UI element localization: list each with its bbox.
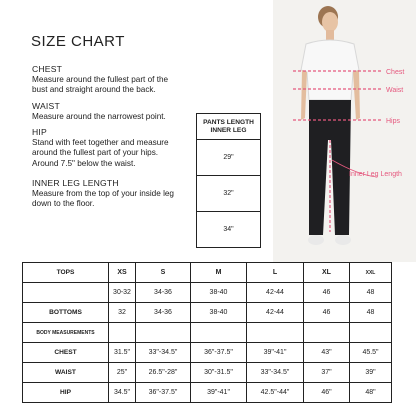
- size-header: XS: [109, 263, 136, 283]
- guide-text: Measure around the narrowest point.: [32, 111, 166, 121]
- guide-text: Measure around the fullest part of the bust and straight around the back.: [32, 74, 169, 94]
- size-header: L: [247, 263, 304, 283]
- table-cell: 46": [304, 383, 350, 403]
- size-header: M: [191, 263, 247, 283]
- table-row: [23, 263, 392, 283]
- table-cell: 38-40: [191, 283, 247, 303]
- table-cell: 34.5": [109, 383, 136, 403]
- table-cell: 26.5"-28": [136, 363, 191, 383]
- table-cell: [191, 323, 247, 343]
- table-cell: 39"-41": [247, 343, 304, 363]
- table-cell: [136, 323, 191, 343]
- guide-hip: [32, 127, 182, 169]
- guide-heading: CHEST: [32, 64, 63, 74]
- table-cell: 34-36: [136, 303, 191, 323]
- size-header: XXL: [350, 263, 392, 283]
- table-cell: [247, 323, 304, 343]
- table-cell: 31.5": [109, 343, 136, 363]
- table-cell: 36"-37.5": [136, 383, 191, 403]
- guide-heading: WAIST: [32, 101, 60, 111]
- table-row: [23, 363, 392, 383]
- table-cell: 45.5": [350, 343, 392, 363]
- row-label-chest: CHEST: [23, 343, 109, 363]
- pants-length-table: [196, 113, 261, 248]
- table-cell: 42-44: [247, 303, 304, 323]
- guide-heading: HIP: [32, 127, 47, 137]
- pants-length-value: 32": [197, 176, 261, 212]
- table-cell: 42-44: [247, 283, 304, 303]
- page-title: SIZE CHART: [31, 33, 125, 50]
- row-label-bottoms: BOTTOMS: [23, 303, 109, 323]
- table-cell: 36"-37.5": [191, 343, 247, 363]
- table-cell: 46: [304, 283, 350, 303]
- table-cell: 37": [304, 363, 350, 383]
- inner-leg-label: Inner Leg Length: [349, 171, 402, 178]
- model-photo: [273, 0, 416, 262]
- row-label-hip: HIP: [23, 383, 109, 403]
- table-cell: 43": [304, 343, 350, 363]
- guide-waist: [32, 101, 182, 122]
- table-cell: 32: [109, 303, 136, 323]
- pants-length-value: 34": [197, 212, 261, 248]
- size-header: XL: [304, 263, 350, 283]
- table-cell: 42.5"-44": [247, 383, 304, 403]
- table-cell: [109, 323, 136, 343]
- guide-text: Measure from the top of your inside leg down to the floor.: [32, 188, 174, 208]
- table-cell: [23, 283, 109, 303]
- table-cell: 39"-41": [191, 383, 247, 403]
- table-row: [23, 283, 392, 303]
- guide-heading: INNER LEG LENGTH: [32, 178, 119, 188]
- chest-label: Chest: [386, 69, 405, 76]
- model-illustration: [273, 0, 416, 262]
- table-cell: 30"-31.5": [191, 363, 247, 383]
- table-cell: 48: [350, 283, 392, 303]
- row-label-body-measurements: BODY MEASUREMENTS: [23, 323, 109, 343]
- table-row: [23, 323, 392, 343]
- row-label-waist: WAIST: [23, 363, 109, 383]
- waist-label: Waist: [386, 87, 404, 94]
- guide-text: Stand with feet together and measure around the fullest part of your hips. Around 7.5" below the waist.: [32, 137, 169, 168]
- size-header: S: [136, 263, 191, 283]
- table-cell: 38-40: [191, 303, 247, 323]
- guide-chest: [32, 64, 182, 96]
- table-cell: 33"-34.5": [247, 363, 304, 383]
- table-cell: 33"-34.5": [136, 343, 191, 363]
- pants-length-value: 29": [197, 140, 261, 176]
- table-cell: 30-32: [109, 283, 136, 303]
- table-cell: 39": [350, 363, 392, 383]
- guide-inner-leg: [32, 178, 182, 210]
- table-cell: [350, 323, 392, 343]
- table-row: [23, 303, 392, 323]
- size-chart-table: [22, 262, 392, 403]
- table-cell: 34-36: [136, 283, 191, 303]
- table-row: [23, 343, 392, 363]
- table-cell: 48: [350, 303, 392, 323]
- pants-length-header: PANTS LENGTH INNER LEG: [197, 114, 261, 140]
- table-cell: [304, 323, 350, 343]
- table-cell: 46: [304, 303, 350, 323]
- table-row: [23, 383, 392, 403]
- row-label-tops: TOPS: [23, 263, 109, 283]
- hips-label: Hips: [386, 118, 401, 125]
- table-cell: 25": [109, 363, 136, 383]
- table-cell: 48": [350, 383, 392, 403]
